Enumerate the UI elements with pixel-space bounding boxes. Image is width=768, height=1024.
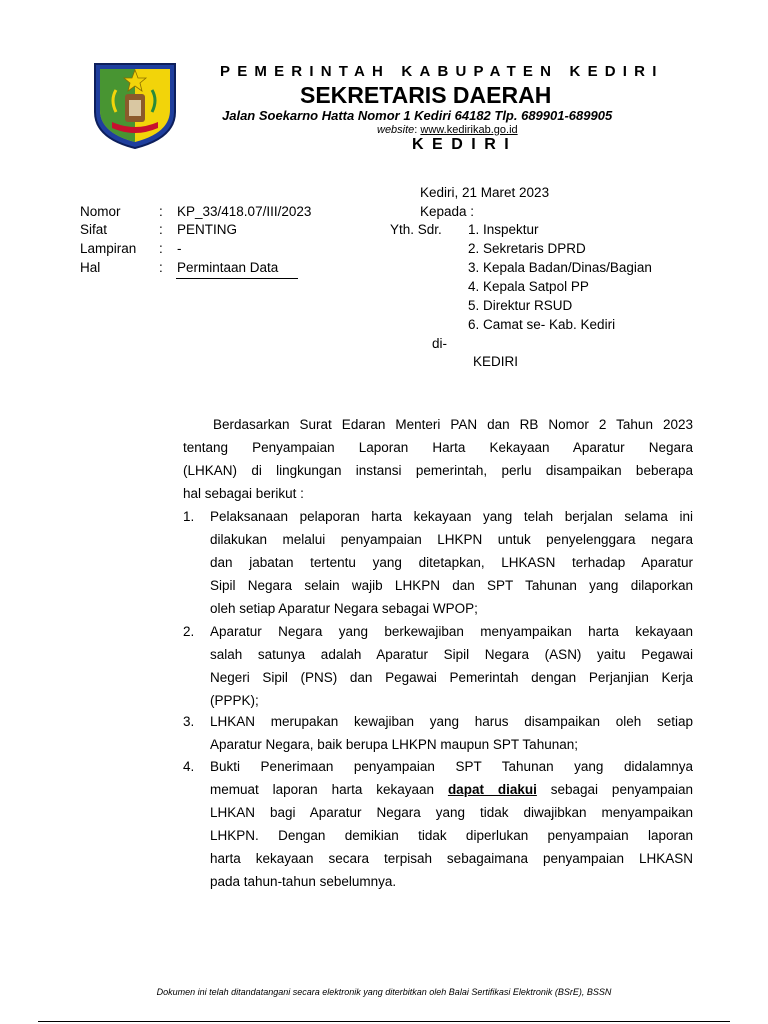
paragraph-line: hal sebagai berikut :: [183, 486, 304, 501]
meta-key: Hal: [80, 260, 101, 275]
paragraph-line: oleh setiap Aparatur Negara sebagai WPOP;: [210, 601, 478, 616]
paragraph-line: tentang Penyampaian Laporan Harta Kekayaan Aparatur Negara: [183, 440, 693, 455]
meta-colon: :: [159, 241, 163, 256]
meta-colon: :: [159, 204, 163, 219]
meta-key: Nomor: [80, 204, 121, 219]
meta-value: KP_33/418.07/III/2023: [177, 204, 312, 219]
meta-colon: :: [159, 260, 163, 275]
paragraph-line: salah satunya adalah Aparatur Sipil Negara (ASN) yaitu Pegawai: [210, 647, 693, 662]
recipient-item: 6. Camat se- Kab. Kediri: [468, 317, 616, 332]
list-item: [210, 710, 693, 756]
meta-key: Lampiran: [80, 241, 137, 256]
hal-underline: [176, 278, 298, 279]
item-number: 1.: [183, 509, 195, 524]
intro-paragraph: [183, 413, 693, 505]
paragraph-line: LHKAN bagi Aparatur Negara yang tidak diwajibkan menyampaikan: [210, 805, 693, 820]
footer-signature-note: Dokumen ini telah ditandatangani secara elektronik yang diterbitkan oleh Balai Sertifikasi Elektronik (BSrE), BSSN: [156, 987, 612, 997]
meta-value: Permintaan Data: [177, 260, 279, 275]
paragraph-line: Negeri Sipil (PNS) dan Pegawai Pemerintah dengan Perjanjian Kerja: [210, 670, 693, 685]
footer-divider: [38, 1021, 730, 1022]
item-number: 4.: [183, 759, 195, 774]
paragraph-line: dilakukan melalui penyampaian LHKPN untuk penyelenggara negara: [210, 532, 693, 547]
paragraph-line-emphasis: [210, 778, 693, 801]
meta-value: PENTING: [177, 222, 238, 237]
recipient-item: 4. Kepala Satpol PP: [468, 279, 589, 294]
paragraph-line: Bukti Penerimaan penyampaian SPT Tahunan yang didalamnya: [210, 759, 693, 774]
text-segment: sebagai penyampaian: [536, 782, 693, 797]
paragraph-line: Sipil Negara selain wajib LHKPN dan SPT Tahunan yang dilaporkan: [210, 578, 693, 593]
paragraph-line: Aparatur Negara, baik berupa LHKPN maupun SPT Tahunan;: [210, 737, 578, 752]
meta-colon: :: [159, 222, 163, 237]
text-segment: memuat laporan harta kekayaan: [210, 782, 448, 797]
paragraph-line: pada tahun-tahun sebelumnya.: [210, 874, 397, 889]
paragraph-line: Berdasarkan Surat Edaran Menteri PAN dan RB Nomor 2 Tahun 2023: [213, 417, 693, 432]
paragraph-line: (PPPK);: [210, 693, 259, 708]
yth-label: Yth. Sdr.: [390, 222, 442, 237]
kediri-emblem-logo: [92, 60, 178, 150]
header-government-title: PEMERINTAH KABUPATEN KEDIRI: [220, 63, 664, 80]
paragraph-line: dan jabatan tertentu yang ditetapkan, LHKASN terhadap Aparatur: [210, 555, 693, 570]
paragraph-line: Pelaksanaan pelaporan harta kekayaan yang telah berjalan selama ini: [210, 509, 693, 524]
list-item: [210, 505, 693, 620]
list-item: [210, 755, 693, 893]
paragraph-line: Aparatur Negara yang berkewajiban menyampaikan harta kekayaan: [210, 624, 693, 639]
header-city: KEDIRI: [412, 136, 518, 153]
letter-date: Kediri, 21 Maret 2023: [420, 185, 550, 200]
paragraph-line: LHKPN. Dengan demikian tidak diperlukan penyampaian laporan: [210, 828, 693, 843]
item-number: 3.: [183, 714, 195, 729]
kepada-label: Kepada :: [420, 204, 475, 219]
header-address: Jalan Soekarno Hatta Nomor 1 Kediri 64182 Tlp. 689901-689905: [222, 108, 613, 123]
header-office-title: SEKRETARIS DAERAH: [300, 82, 552, 108]
di-label: di-: [432, 336, 448, 351]
header-website: website: www.kedirikab.go.id: [377, 124, 518, 136]
paragraph-line: LHKAN merupakan kewajiban yang harus disampaikan oleh setiap: [210, 714, 693, 729]
item-number: 2.: [183, 624, 195, 639]
recipient-item: 1. Inspektur: [468, 222, 539, 237]
recipient-item: 3. Kepala Badan/Dinas/Bagian: [468, 260, 652, 275]
meta-key: Sifat: [80, 222, 108, 237]
recipient-item: 2. Sekretaris DPRD: [468, 241, 586, 256]
list-item: [210, 620, 693, 712]
recipient-item: 5. Direktur RSUD: [468, 298, 573, 313]
meta-value: -: [177, 241, 182, 256]
emphasis-text: dapat diakui: [447, 782, 537, 797]
paragraph-line: harta kekayaan secara terpisah sebagaimana penyampaian LHKASN: [210, 851, 693, 866]
paragraph-line: (LHKAN) di lingkungan instansi pemerintah, perlu disampaikan beberapa: [183, 463, 693, 478]
destination-city: KEDIRI: [473, 354, 519, 369]
website-label: website: [377, 124, 415, 136]
website-link[interactable]: www.kedirikab.go.id: [420, 124, 518, 136]
